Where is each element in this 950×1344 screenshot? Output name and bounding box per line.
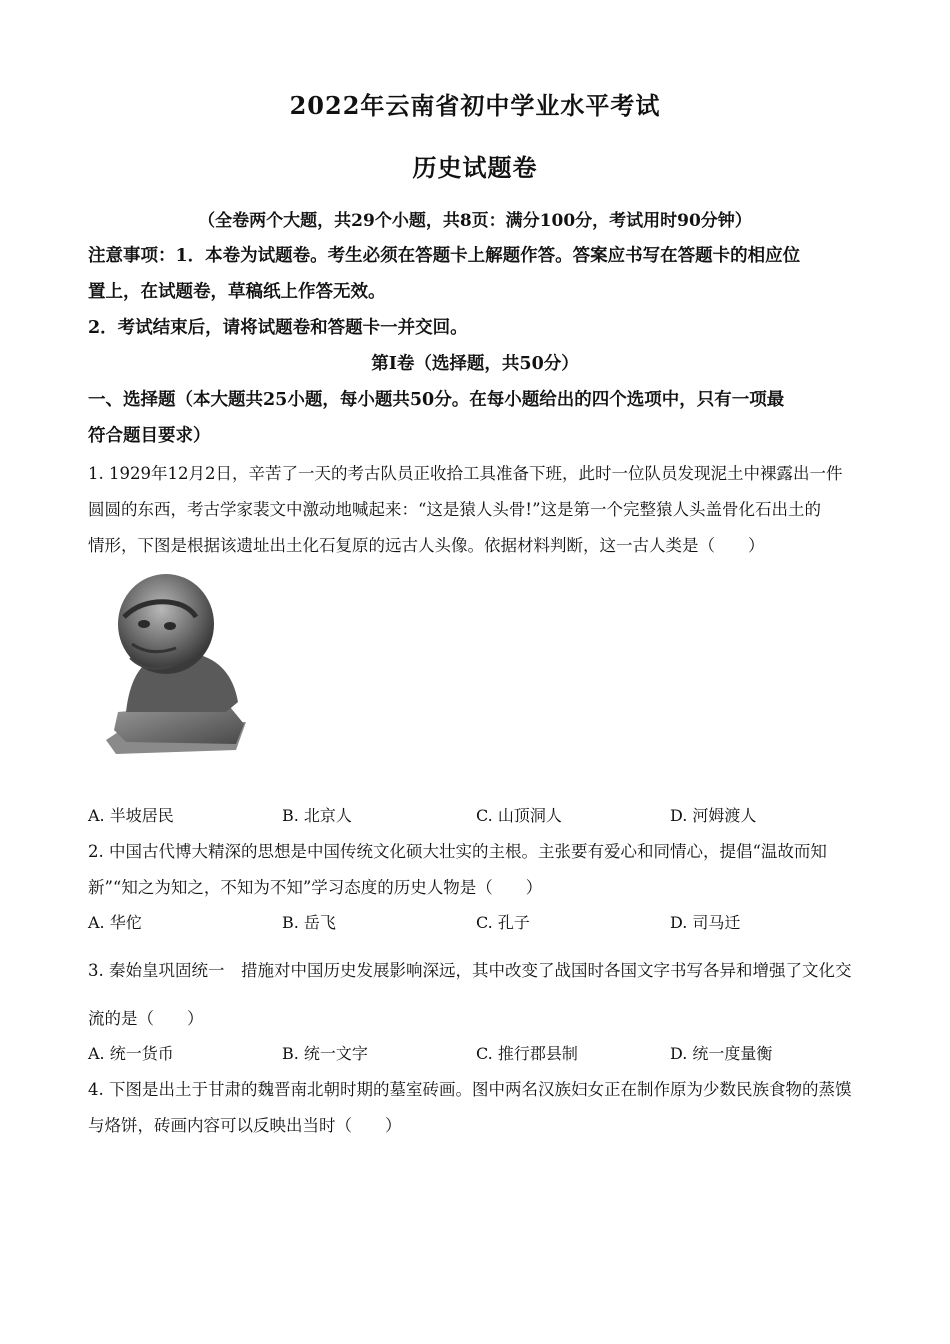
exam-subtitle: 历史试题卷 (412, 153, 538, 182)
question-4-line-2: 与烙饼，砖画内容可以反映出当时（ ） (88, 1116, 402, 1135)
notice-line-3: 2．考试结束后，请将试题卷和答题卡一并交回。 (88, 318, 468, 338)
notice-line-2: 置上，在试题卷，草稿纸上作答无效。 (88, 282, 386, 302)
part-title: 第Ⅰ卷（选择题，共50分） (371, 354, 579, 374)
question-1-line-3: 情形，下图是根据该遗址出土化石复原的远古人头像。依据材料判断，这一古人类是（ ） (88, 536, 765, 555)
peking-man-bust-image (96, 562, 246, 762)
section-heading-2: 符合题目要求） (88, 426, 211, 446)
question-2-line-2: 新”“知之为知之，不知为不知”学习态度的历史人物是（ ） (88, 878, 543, 897)
question-2-line-1: 2. 中国古代博大精深的思想是中国传统文化硕大壮实的主根。主张要有爱心和同情心，提倡“温故而知 (88, 842, 827, 861)
question-3-line-2: 流的是（ ） (88, 1009, 204, 1028)
q1-option-a: A. 半坡居民 (88, 806, 174, 825)
q1-option-b: B. 北京人 (282, 806, 352, 825)
q3-option-b: B. 统一文字 (282, 1044, 368, 1063)
exam-info: （全卷两个大题，共29个小题，共8页：满分100分，考试用时90分钟） (198, 211, 752, 231)
notice-line-1: 注意事项：1．本卷为试题卷。考生必须在答题卡上解题作答。答案应书写在答题卡的相应位 (88, 246, 801, 266)
q2-option-b: B. 岳飞 (282, 913, 336, 932)
q3-option-c: C. 推行郡县制 (476, 1044, 578, 1063)
question-3-line-1: 3. 秦始皇巩固统一 措施对中国历史发展影响深远，其中改变了战国时各国文字书写各异和增强了文化交 (88, 961, 852, 980)
exam-title: 2022年云南省初中学业水平考试 (289, 91, 661, 120)
q2-option-d: D. 司马迁 (670, 913, 741, 932)
question-1-line-2: 圆圆的东西，考古学家裴文中激动地喊起来：“这是猿人头骨!”这是第一个完整猿人头盖骨化石出土的 (88, 500, 822, 519)
q2-option-a: A. 华佗 (88, 913, 142, 932)
q3-option-d: D. 统一度量衡 (670, 1044, 773, 1063)
q2-option-c: C. 孔子 (476, 913, 530, 932)
section-heading-1: 一、选择题（本大题共25小题，每小题共50分。在每小题给出的四个选项中，只有一项最 (88, 390, 785, 410)
question-4-line-1: 4. 下图是出土于甘肃的魏晋南北朝时期的墓室砖画。图中两名汉族妇女正在制作原为少数民族食物的蒸馍 (88, 1080, 852, 1099)
q3-option-a: A. 统一货币 (88, 1044, 174, 1063)
question-1-line-1: 1. 1929年12月2日，辛苦了一天的考古队员正收拾工具准备下班，此时一位队员发现泥土中裸露出一件 (88, 464, 843, 483)
q1-option-c: C. 山顶洞人 (476, 806, 562, 825)
q1-option-d: D. 河姆渡人 (670, 806, 757, 825)
